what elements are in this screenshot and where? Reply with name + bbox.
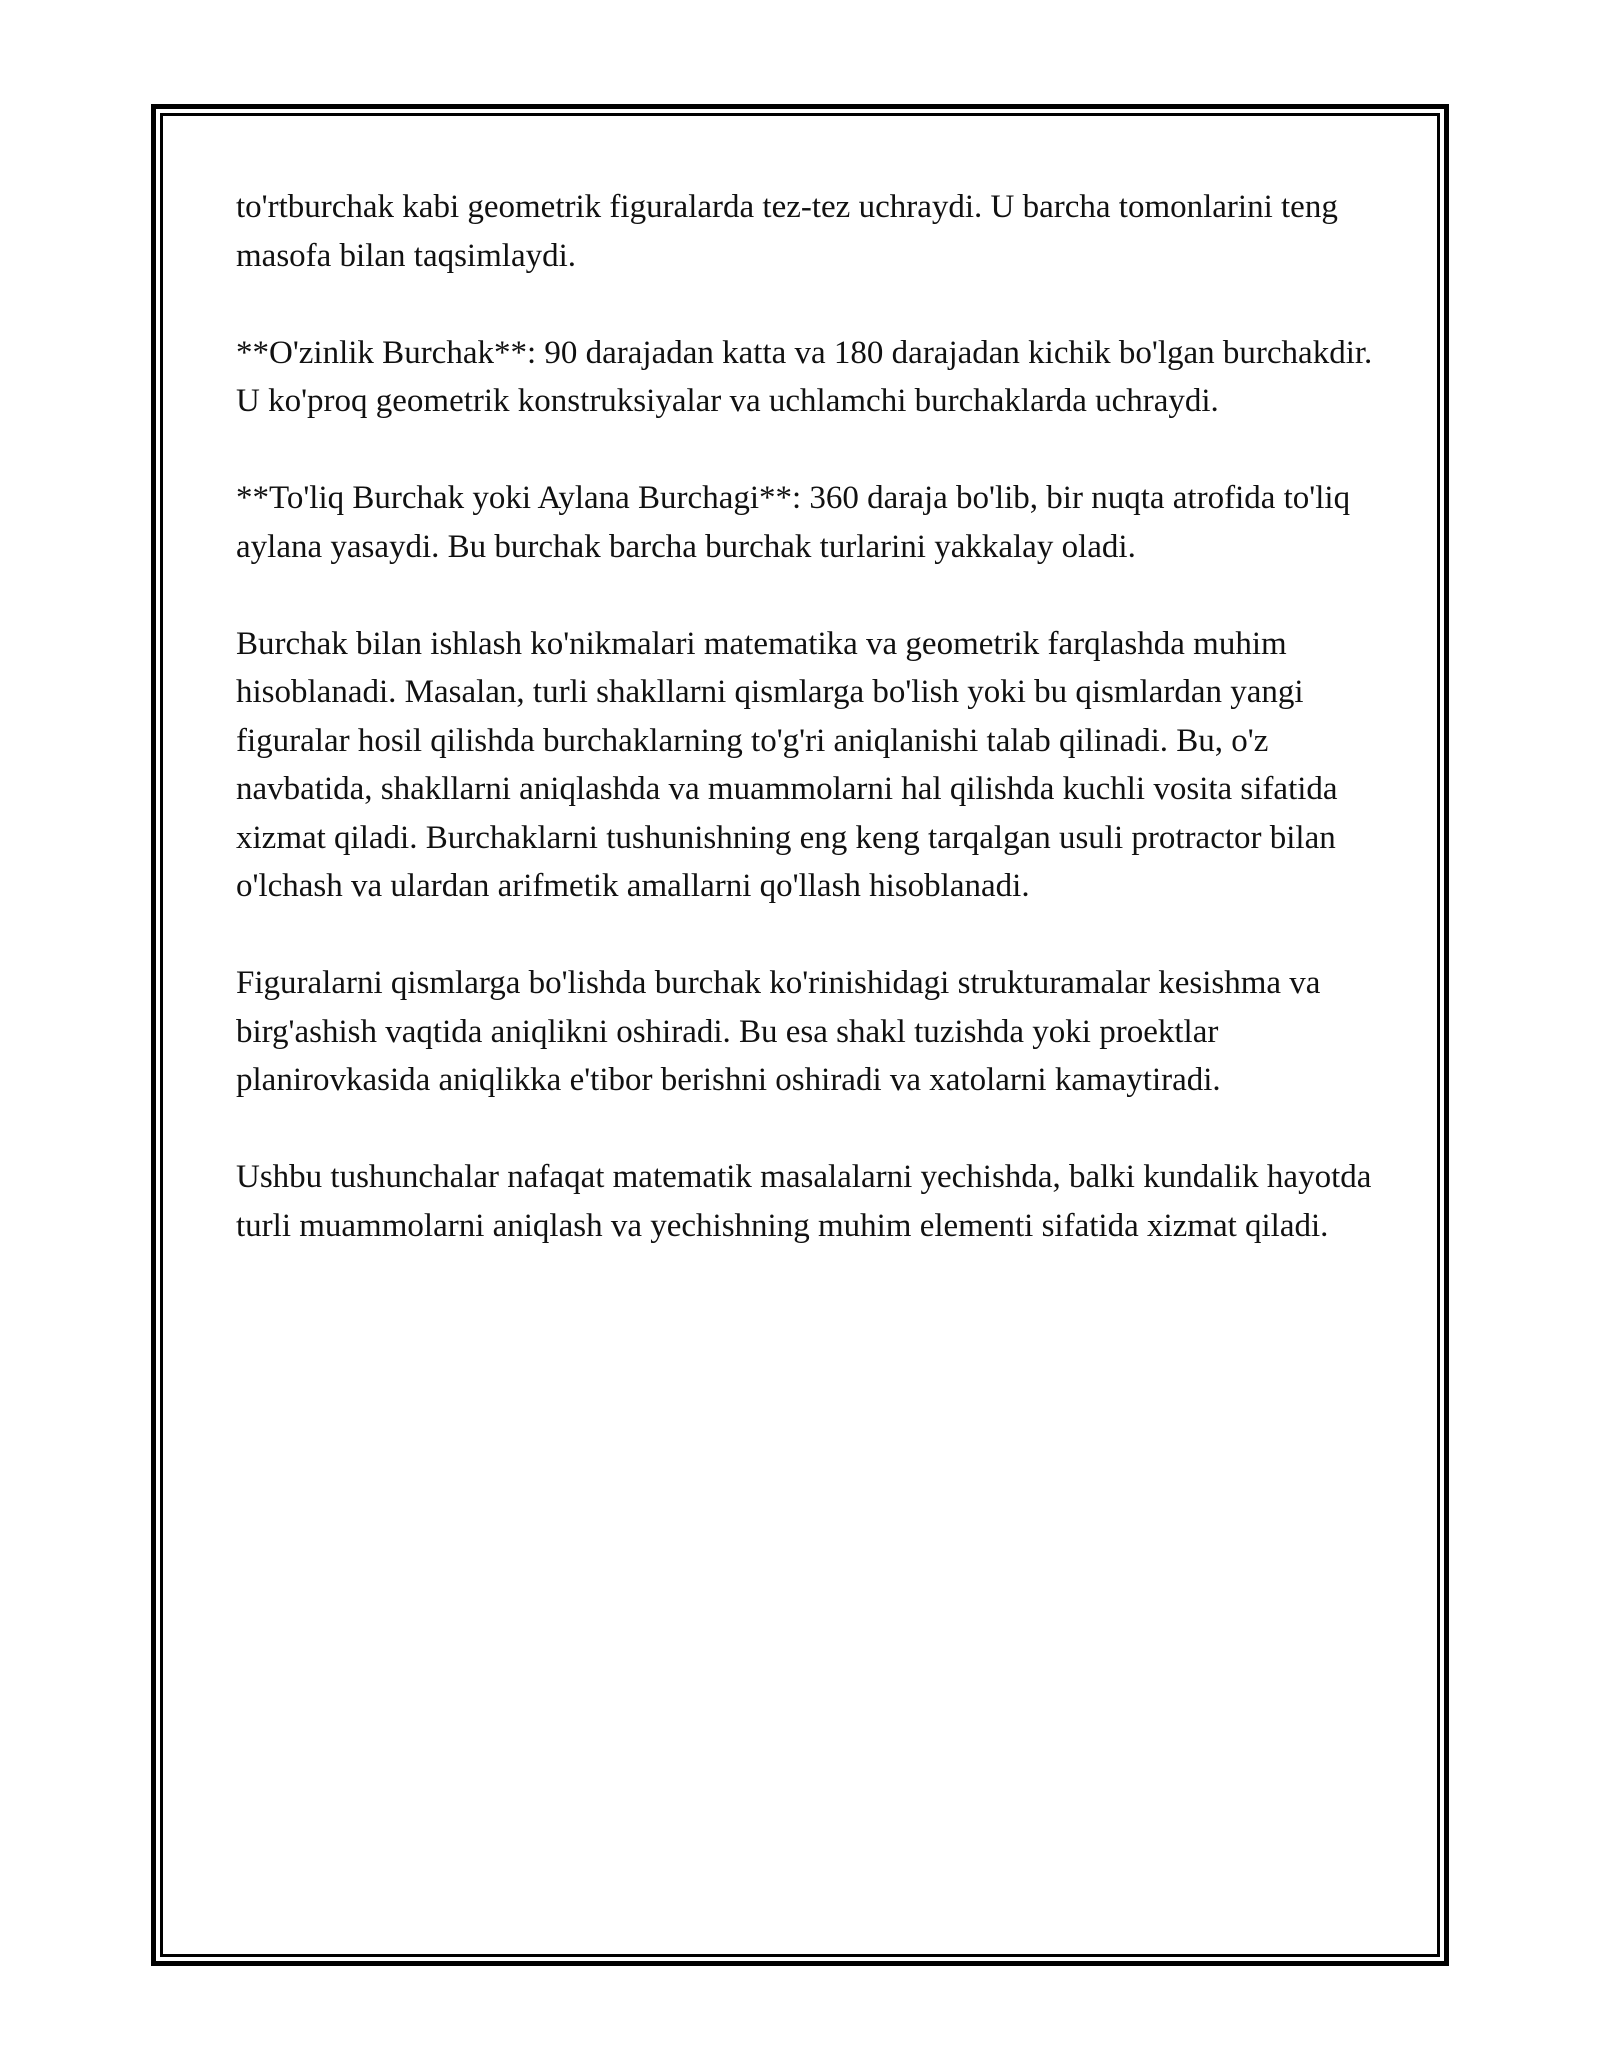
paragraph-1: to'rtburchak kabi geometrik figuralarda tez-tez uchraydi. U barcha tomonlarini teng masofa bilan taqsimlaydi. xyxy=(236,189,1338,274)
document-body xyxy=(236,183,1376,1299)
paragraph-5: Figuralarni qismlarga bo'lishda burchak ko'rinishidagi strukturamalar kesishma va birg'ashish vaqtida aniqlikni oshiradi. Bu esa shakl tuzishda yoki proektlar planirovkasida aniqlikka e'tibor berishni oshiradi va xatolarni kamaytiradi. xyxy=(236,965,1321,1098)
paragraph-2: **O'zinlik Burchak**: 90 darajadan katta va 180 darajadan kichik bo'lgan burchakdir. U ko'proq geometrik konstruksiyalar va uchlamchi burchaklarda uchraydi. xyxy=(236,334,1373,419)
paragraph-3: **To'liq Burchak yoki Aylana Burchagi**: 360 daraja bo'lib, bir nuqta atrofida to'liq aylana yasaydi. Bu burchak barcha burchak turlarini yakkalay oladi. xyxy=(236,480,1351,565)
paragraph-6: Ushbu tushunchalar nafaqat matematik masalalarni yechishda, balki kundalik hayotda turli muammolarni aniqlash va yechishning muhim elementi sifatida xizmat qiladi. xyxy=(236,1159,1372,1244)
paragraph-4: Burchak bilan ishlash ko'nikmalari matematika va geometrik farqlashda muhim hisoblanadi. Masalan, turli shakllarni qismlarga bo'lish yoki bu qismlardan yangi figuralar hosil qilishda burchaklarning to'g'ri aniqlanishi talab qilinadi. Bu, o'z navbatida, shakllarni aniqlashda va muammolarni hal qilishda kuchli vosita sifatida xizmat qiladi. Burchaklarni tushunishning eng keng tarqalgan usuli protractor bilan o'lchash va ulardan arifmetik amallarni qo'llash hisoblanadi. xyxy=(236,625,1338,904)
